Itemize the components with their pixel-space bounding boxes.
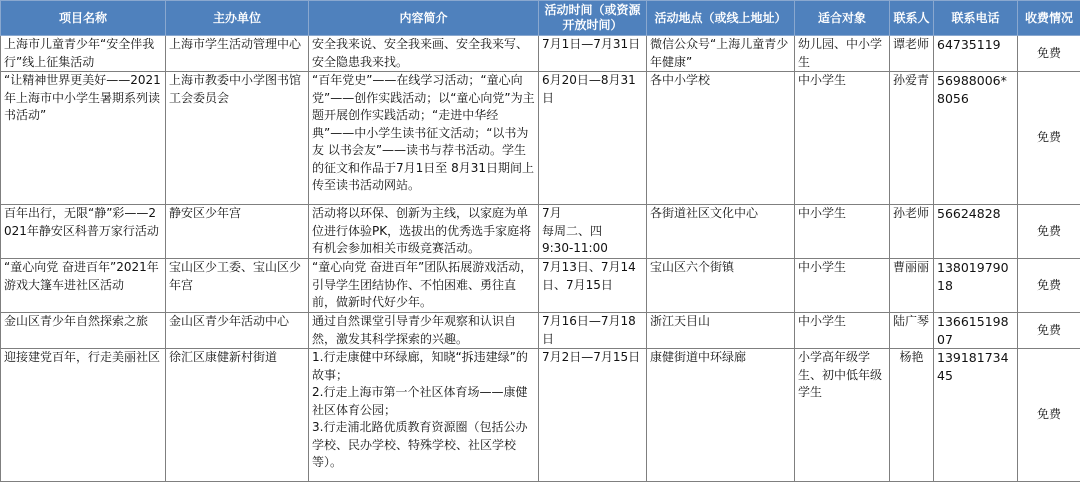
table-row: [1, 349, 1080, 482]
cell-contact: 陆广琴: [890, 313, 934, 349]
cell-audience: 中小学生: [795, 313, 890, 349]
cell-organizer: 宝山区少工委、宝山区少年宫: [166, 259, 309, 313]
table-header: [1, 1, 1080, 36]
cell-phone: 56624828: [934, 205, 1018, 259]
header-time: 活动时间（或资源开放时间）: [539, 1, 647, 36]
cell-location: 各街道社区文化中心: [647, 205, 795, 259]
cell-location: 微信公众号“上海儿童青少年健康”: [647, 36, 795, 72]
cell-phone: 13661519807: [934, 313, 1018, 349]
cell-time: 7月13日、7月14日、7月15日: [539, 259, 647, 313]
cell-contact: 曹丽丽: [890, 259, 934, 313]
cell-location: 各中小学校: [647, 72, 795, 205]
cell-organizer: 上海市教委中小学图书馆工会委员会: [166, 72, 309, 205]
cell-name: “让精神世界更美好——2021年上海市中小学生暑期系列读书活动”: [1, 72, 166, 205]
cell-content: 1.行走康健中环绿廊，知晓“拆违建绿”的故事； 2.行走上海市第一个社区体育场——康健社区体育公园； 3.行走浦北路优质教育资源圈（包括公办学校、民办学校、特殊学校、社区学校等）。: [309, 349, 539, 482]
cell-content: “百年党史”——在线学习活动；“童心向党”——创作实践活动；以“童心向党”为主题开展创作实践活动；“走进中华经典”——中小学生读书征文活动；“以书为友 以书会友”——读书与荐书活动。学生的征文和作品于7月1日至 8月31日期间上传至读书活动网站。: [309, 72, 539, 205]
cell-content: 通过自然课堂引导青少年观察和认识自然，激发其科学探索的兴趣。: [309, 313, 539, 349]
cell-content: 活动将以环保、创新为主线，以家庭为单位进行体验PK，选拔出的优秀选手家庭将有机会参加相关市级竞赛活动。: [309, 205, 539, 259]
cell-contact: 谭老师: [890, 36, 934, 72]
cell-fee: 免费: [1018, 259, 1080, 313]
cell-contact: 杨艳: [890, 349, 934, 482]
cell-location: 康健街道中环绿廊: [647, 349, 795, 482]
cell-audience: 中小学生: [795, 259, 890, 313]
cell-fee: 免费: [1018, 349, 1080, 482]
header-name: 项目名称: [1, 1, 166, 36]
cell-time: 7月2日—7月15日: [539, 349, 647, 482]
cell-time: 7月 每周二、四 9:30-11:00: [539, 205, 647, 259]
cell-time: 6月20日—8月31日: [539, 72, 647, 205]
cell-time: 7月1日—7月31日: [539, 36, 647, 72]
cell-phone: 64735119: [934, 36, 1018, 72]
cell-fee: 免费: [1018, 313, 1080, 349]
table-row: [1, 72, 1080, 205]
cell-organizer: 徐汇区康健新村街道: [166, 349, 309, 482]
cell-content: 安全我来说、安全我来画、安全我来写、安全隐患我来找。: [309, 36, 539, 72]
cell-organizer: 上海市学生活动管理中心: [166, 36, 309, 72]
cell-name: 金山区青少年自然探索之旅: [1, 313, 166, 349]
cell-phone: 56988006*8056: [934, 72, 1018, 205]
cell-audience: 中小学生: [795, 72, 890, 205]
header-phone: 联系电话: [934, 1, 1018, 36]
cell-contact: 孙爱青: [890, 72, 934, 205]
cell-name: 迎接建党百年，行走美丽社区: [1, 349, 166, 482]
cell-audience: 幼儿园、中小学生: [795, 36, 890, 72]
cell-fee: 免费: [1018, 205, 1080, 259]
cell-contact: 孙老师: [890, 205, 934, 259]
cell-audience: 中小学生: [795, 205, 890, 259]
table-body: [1, 36, 1080, 482]
cell-name: 百年出行，无限“静”彩——2021年静安区科普万家行活动: [1, 205, 166, 259]
cell-organizer: 静安区少年宫: [166, 205, 309, 259]
cell-location: 浙江天目山: [647, 313, 795, 349]
cell-phone: 13918173445: [934, 349, 1018, 482]
header-content: 内容简介: [309, 1, 539, 36]
table-row: [1, 36, 1080, 72]
cell-fee: 免费: [1018, 36, 1080, 72]
cell-audience: 小学高年级学生、初中低年级学生: [795, 349, 890, 482]
header-fee: 收费情况: [1018, 1, 1080, 36]
header-organizer: 主办单位: [166, 1, 309, 36]
cell-fee: 免费: [1018, 72, 1080, 205]
cell-time: 7月16日—7月18日: [539, 313, 647, 349]
cell-name: 上海市儿童青少年“安全伴我行”线上征集活动: [1, 36, 166, 72]
table-row: [1, 313, 1080, 349]
cell-content: “童心向党 奋进百年”团队拓展游戏活动，引导学生团结协作、不怕困难、勇往直前，做新时代好少年。: [309, 259, 539, 313]
cell-organizer: 金山区青少年活动中心: [166, 313, 309, 349]
table-row: [1, 259, 1080, 313]
table-row: [1, 205, 1080, 259]
header-audience: 适合对象: [795, 1, 890, 36]
cell-phone: 13801979018: [934, 259, 1018, 313]
cell-location: 宝山区六个街镇: [647, 259, 795, 313]
header-location: 活动地点（或线上地址）: [647, 1, 795, 36]
header-contact: 联系人: [890, 1, 934, 36]
cell-name: “童心向党 奋进百年”2021年游戏大篷车进社区活动: [1, 259, 166, 313]
